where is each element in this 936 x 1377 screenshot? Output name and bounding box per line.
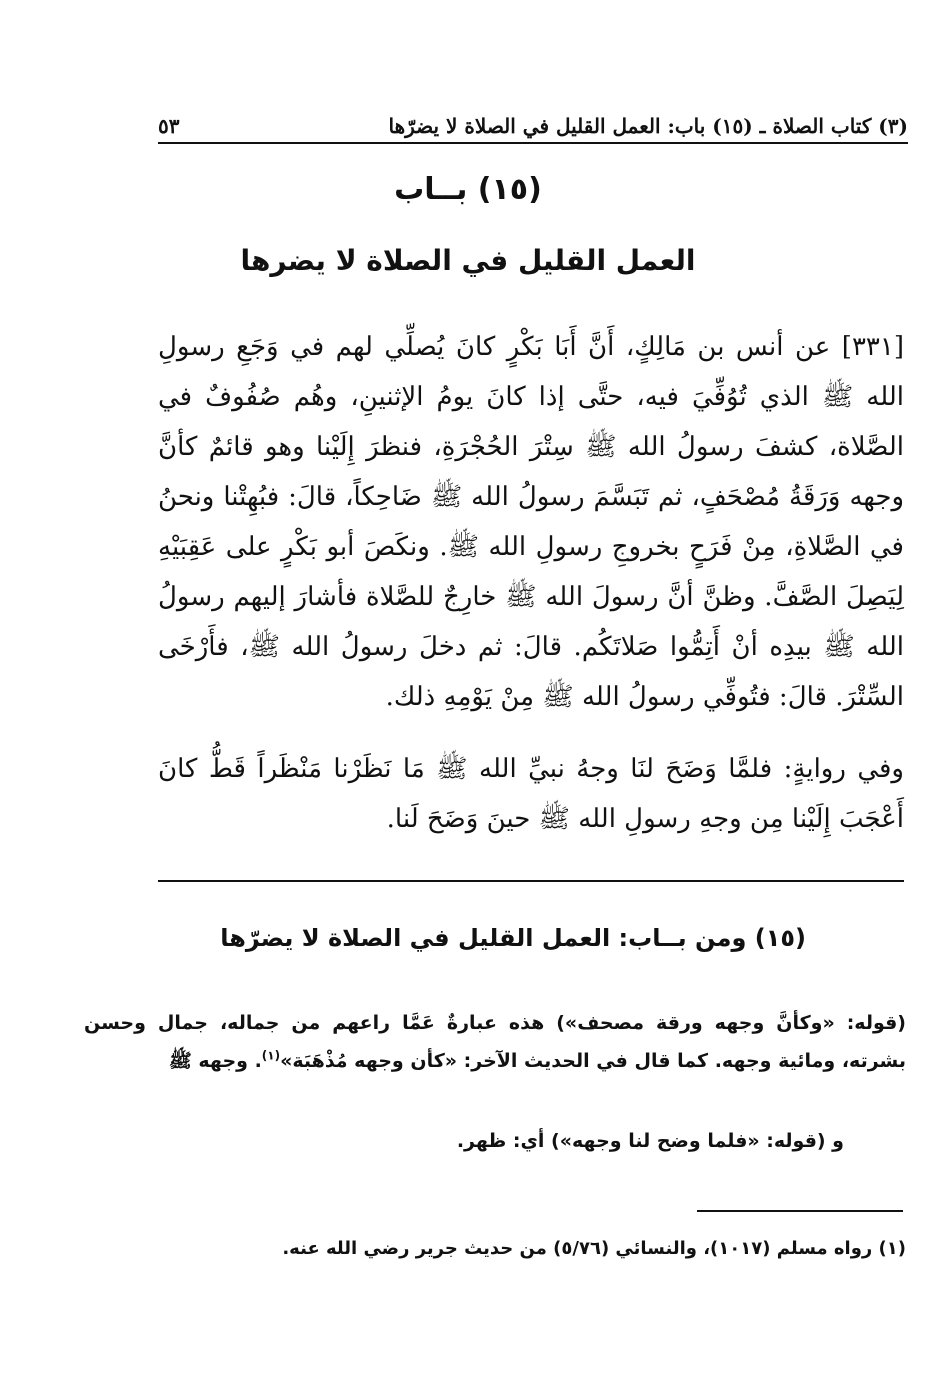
chapter-title: العمل القليل في الصلاة لا يضرها — [240, 244, 696, 277]
chapter-number: (١٥) بــاب — [394, 172, 542, 207]
commentary-1-main: (قوله: «وكأنَّ وجهه ورقة مصحف») هذه عبارةٌ عَمَّا راعهم من جماله، جمال وحسن بشرته، ومائية وجهه. كما قال في الحديث الآخر: «كأن وجهه مُذْهَبَة» — [84, 1012, 906, 1072]
header-rule — [158, 142, 908, 144]
section-divider — [158, 880, 904, 882]
commentary-heading: (١٥) ومن بــاب: العمل القليل في الصلاة لا يضرّها — [220, 924, 806, 952]
footnote-text: (١) رواه مسلم (١٠١٧)، والنسائي (٥/٧٦) من حديث جرير رضي الله عنه. — [282, 1238, 906, 1259]
footnote-rule — [697, 1210, 903, 1212]
hadith-text-block — [158, 322, 904, 722]
hadith-paragraph: [٣٣١] عن أنس بن مَالِكٍ، أَنَّ أَبَا بَكْرٍ كانَ يُصلِّي لهم في وَجَعِ رسولِ الله ﷺ الذي تُوُفِّيَ فيه، حتَّى إذا كانَ يومُ الإثنينِ، وهُم صُفُوفٌ في الصَّلاة، كشفَ رسولُ الله ﷺ سِتْرَ الحُجْرَةِ، فنظرَ إِلَيْنا وهو قائمٌ كأنَّ وجهه وَرَقَةُ مُصْحَفٍ، ثم تَبَسَّمَ رسولُ الله ﷺ ضَاحِكاً، قالَ: فبُهِتْنا ونحنُ في الصَّلاةِ، مِنْ فَرَحٍ بخروجِ رسولِ الله ﷺ. ونكَصَ أبو بَكْرٍ على عَقِبَيْهِ لِيَصِلَ الصَّفَّ. وظنَّ أنَّ رسولَ الله ﷺ خارِجٌ للصَّلاة فأشارَ إليهم رسولُ الله ﷺ بيدِه أنْ أَتِمُّوا صَلاتَكُم. قالَ: ثم دخلَ رسولُ الله ﷺ، فأَرْخَى السِّتْرَ. قالَ: فتُوفِّي رسولُ الله ﷺ مِنْ يَوْمِهِ ذلك. — [158, 332, 904, 712]
footnote-reference: (١) — [261, 1048, 281, 1063]
commentary-paragraph-1 — [84, 1004, 906, 1080]
commentary-paragraph-2: و (قوله: «فلما وضح لنا وجهه») أي: ظهر. — [456, 1130, 844, 1152]
commentary-1-tail: . وجهه ﷺ — [168, 1050, 262, 1072]
riwaya-text-block — [158, 744, 904, 844]
running-header — [158, 102, 908, 138]
running-title: (٣) كتاب الصلاة ـ (١٥) باب: العمل القليل في الصلاة لا يضرّها — [388, 114, 908, 138]
page-number: ٥٣ — [158, 114, 180, 138]
riwaya-paragraph: وفي روايةٍ: فلمَّا وَضَحَ لنَا وجهُ نبيِّ الله ﷺ مَا نَظَرْنا مَنْظَراً قَطُّ كانَ أَعْجَبَ إِلَيْنا مِن وجهِ رسولِ الله ﷺ حينَ وَضَحَ لَنا. — [158, 754, 904, 834]
